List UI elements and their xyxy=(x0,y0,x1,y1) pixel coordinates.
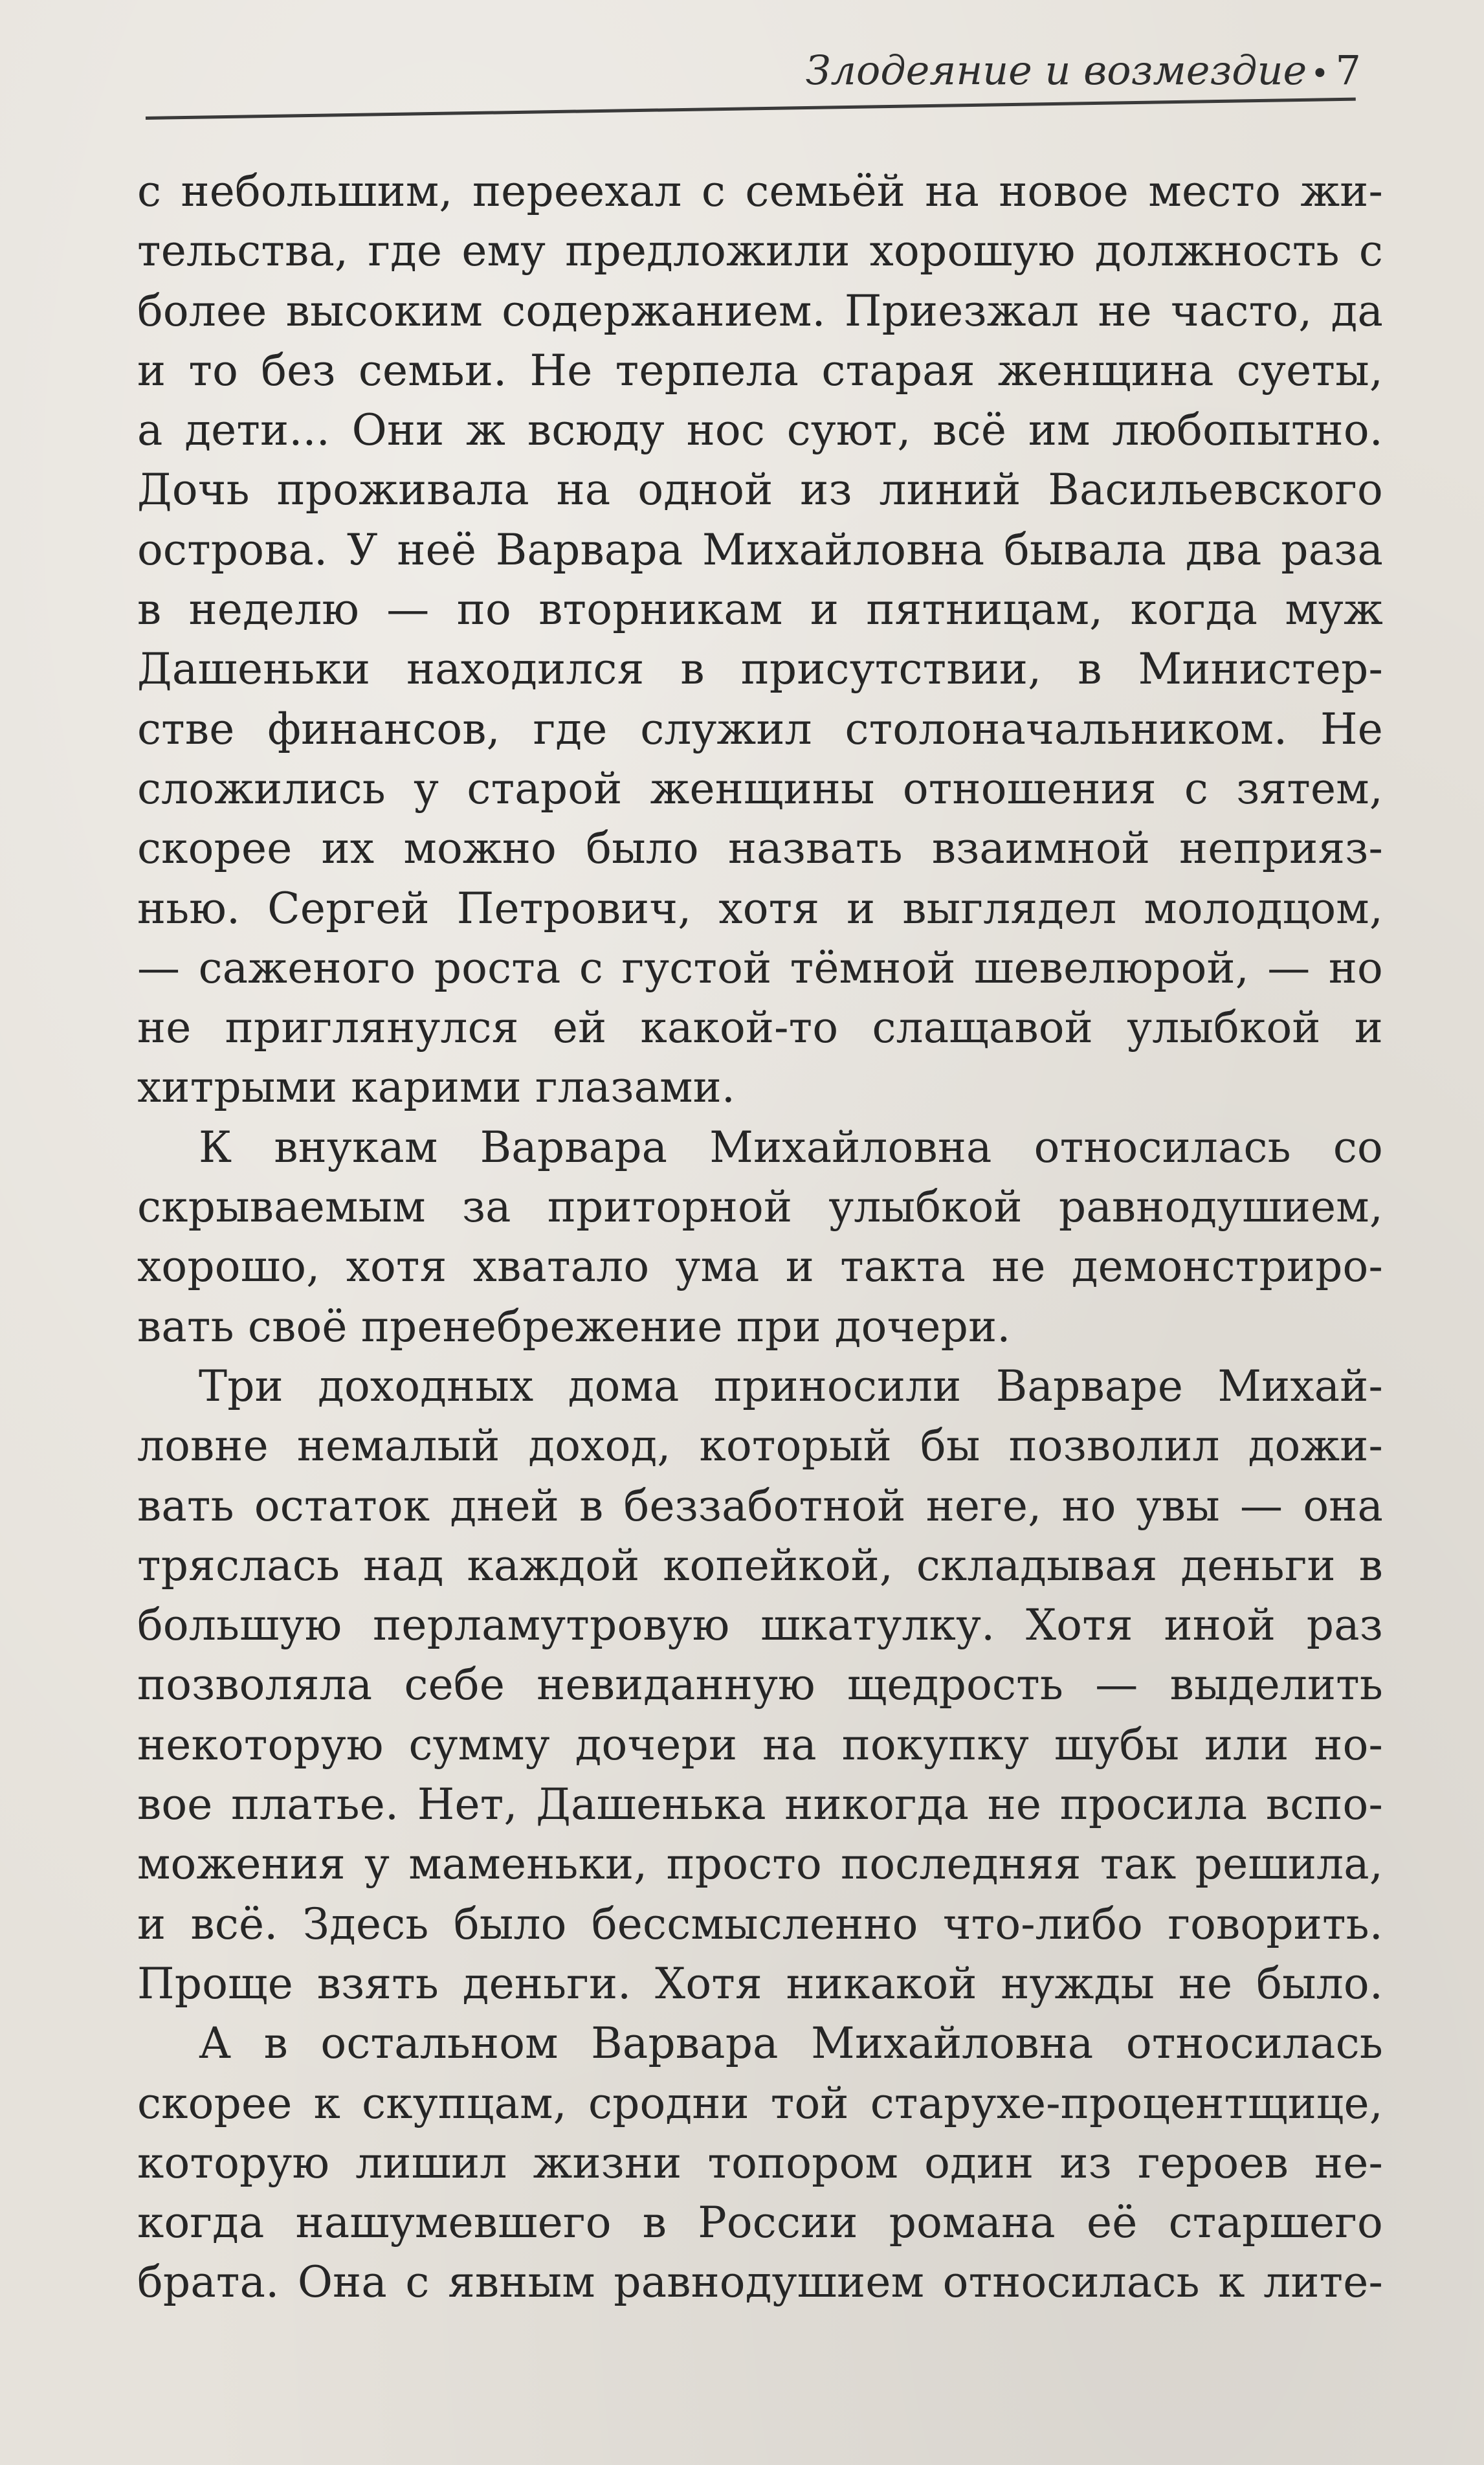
text-line: и то без семьи. Не терпела старая женщина суеты, xyxy=(137,345,1383,396)
text-line: можения у маменьки, просто последняя так решила, xyxy=(137,1839,1383,1890)
text-line: с небольшим, переехал с семьёй на новое место жи- xyxy=(137,166,1383,216)
text-line: хорошо, хотя хватало ума и такта не демонстриро- xyxy=(137,1242,1383,1292)
text-line: острова. У неё Варвара Михайловна бывала два раза xyxy=(137,524,1383,575)
text-line: которую лишил жизни топором один из героев не- xyxy=(137,2137,1383,2188)
text-line: брата. Она с явным равнодушием относилась к лите- xyxy=(137,2257,1383,2308)
text-line: вать остаток дней в беззаботной неге, но увы — она xyxy=(137,1480,1383,1531)
text-line: и всё. Здесь было бессмысленно что-либо говорить. xyxy=(137,1899,1383,1949)
text-line: сложились у старой женщины отношения с зятем, xyxy=(137,763,1383,814)
page-number: 7 xyxy=(1335,47,1361,94)
paragraph-last-line: хитрыми карими глазами. xyxy=(137,1062,736,1113)
text-line: некоторую сумму дочери на покупку шубы или но- xyxy=(137,1719,1383,1770)
text-line: в неделю — по вторникам и пятницам, когда муж xyxy=(137,585,1383,635)
text-line: более высоким содержанием. Приезжал не часто, да xyxy=(137,285,1383,336)
running-head xyxy=(806,47,1361,94)
paragraph-last-line: вать своё пренебрежение при дочери. xyxy=(137,1301,1011,1352)
text-line: скрываемым за приторной улыбкой равнодушием, xyxy=(137,1182,1383,1232)
header-rule xyxy=(146,98,1356,120)
running-head-separator: • xyxy=(1311,55,1329,92)
body-text xyxy=(137,162,1383,2313)
text-line: тельства, где ему предложили хорошую должность с xyxy=(137,226,1383,276)
text-line: вое платье. Нет, Дашенька никогда не просила вспо- xyxy=(137,1779,1383,1830)
text-line: — саженого роста с густой тёмной шевелюрой, — но xyxy=(137,942,1383,993)
text-line: ловне немалый доход, который бы позволил дожи- xyxy=(137,1421,1383,1471)
text-line: позволяла себе невиданную щедрость — выделить xyxy=(137,1660,1383,1710)
paragraph-first-line: А в остальном Варвара Михайловна относилась xyxy=(199,2018,1383,2069)
paragraph-last-line: Проще взять деньги. Хотя никакой нужды не было. xyxy=(137,1958,1383,2009)
text-line: большую перламутровую шкатулку. Хотя иной раз xyxy=(137,1600,1383,1651)
running-head-title: Злодеяние и возмездие xyxy=(805,47,1307,94)
text-line: Дашеньки находился в присутствии, в Министер- xyxy=(137,644,1383,695)
text-line: стве финансов, где служил столоначальником. Не xyxy=(137,704,1383,754)
text-line: тряслась над каждой копейкой, складывая деньги в xyxy=(137,1540,1383,1590)
text-line: Дочь проживала на одной из линий Васильевского xyxy=(137,465,1383,515)
paragraph-first-line: К внукам Варвара Михайловна относилась со xyxy=(199,1122,1383,1172)
text-line: когда нашумевшего в России романа её старшего xyxy=(137,2198,1383,2248)
text-line: не приглянулся ей какой-то слащавой улыбкой и xyxy=(137,1003,1383,1053)
text-line: скорее их можно было назвать взаимной неприяз- xyxy=(137,823,1383,874)
paragraph-first-line: Три доходных дома приносили Варваре Михай- xyxy=(199,1361,1383,1411)
text-line: скорее к скупцам, сродни той старухе-процентщице, xyxy=(137,2078,1383,2128)
text-line: а дети... Они ж всюду нос суют, всё им любопытно. xyxy=(137,405,1383,456)
text-line: нью. Сергей Петрович, хотя и выглядел молодцом, xyxy=(137,883,1383,933)
